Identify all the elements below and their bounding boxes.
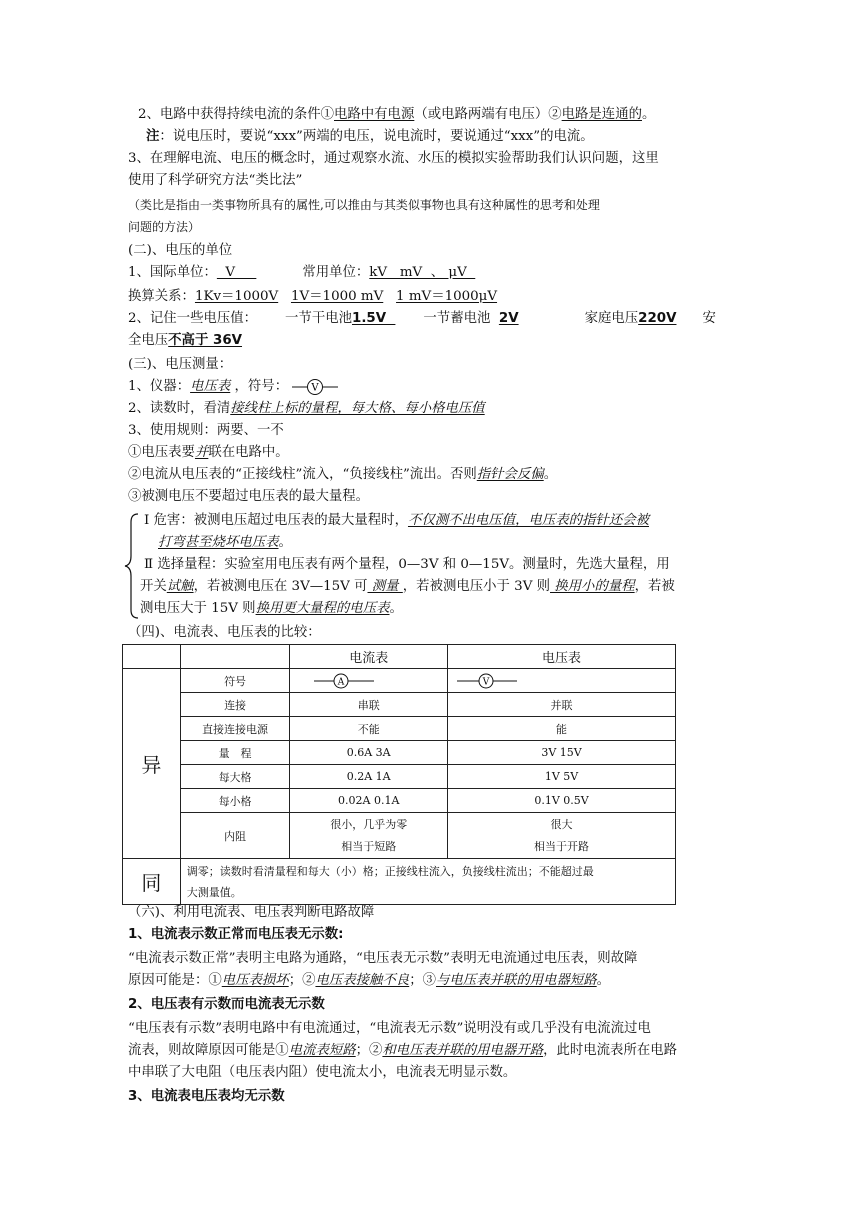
table-row (123, 789, 676, 813)
rules-line: 3、使用规则：两要、一不 (128, 423, 284, 438)
ammeter-symbol-icon (314, 673, 374, 689)
table-row (123, 765, 676, 789)
table-row-key: 直接连接电源 (180, 717, 290, 741)
section-heading-faults: （六)、利用电流表、电压表判断电路故障 (128, 905, 375, 920)
table-header-row (123, 645, 676, 669)
unit-line: 1、国际单位： V 常用单位：kV mV 、 μV (128, 265, 476, 280)
range-line-3: 测电压大于 15V 则换用更大量程的电压表。 (140, 601, 403, 616)
same-label: 同 (123, 859, 181, 905)
table-cell (290, 813, 448, 859)
analogy-line-2: 使用了科学研究方法“类比法” (128, 173, 303, 188)
fault-1-line-2: 原因可能是：①电压表损坏；②电压表接触不良；③与电压表并联的用电器短路。 (128, 973, 611, 988)
fault-2-line-1: “电压表有示数”表明电路中有电流通过，“电流表无示数”说明没有或几乎没有电流流过电 (128, 1021, 651, 1036)
resistance-ammeter-note: 相当于短路 (341, 839, 397, 853)
harm-line-1: Ⅰ 危害：被测电压超过电压表的最大量程时，不仅测不出电压值，电压表的指针还会被 (144, 513, 649, 528)
svg-text:V: V (482, 677, 489, 687)
voltmeter-symbol-icon (292, 378, 338, 396)
same-cell (180, 859, 675, 905)
resistance-voltmeter: 很大 (550, 817, 573, 831)
table-row (123, 669, 676, 693)
table-cell: 3V 15V (448, 741, 676, 765)
section-heading-compare: （四)、电流表、电压表的比较： (128, 625, 321, 640)
table-row-same (123, 859, 676, 905)
analogy-note-1: （类比是指由一类事物所具有的属性,可以推由与其类似事物也具有这种属性的思考和处理 (128, 198, 600, 212)
ammeter-symbol-cell (290, 669, 448, 693)
table-cell: 0.6A 3A (290, 741, 448, 765)
fault-1-title: 1、电流表示数正常而电压表无示数: (128, 927, 344, 942)
section-heading-units: (二)、电压的单位 (128, 243, 233, 258)
note-line: 注：说电压时，要说“xxx”两端的电压，说电流时，要说通过“xxx”的电流。 (146, 129, 594, 144)
voltmeter-symbol-icon (457, 673, 517, 689)
fault-1-line-1: “电流表示数正常”表明主电路为通路，“电压表无示数”表明无电流通过电压表，则故障 (128, 951, 638, 966)
analogy-note-2: 问题的方法） (128, 220, 201, 234)
voltage-values-line: 2、记住一些电压值： 一节干电池1.5V 一节蓄电池 2V 家庭电压220V 安 (128, 311, 716, 326)
table-cell: 1V 5V (448, 765, 676, 789)
table-cell: 并联 (448, 693, 676, 717)
fault-2-line-3: 中串联了大电阻（电压表内阻）使电流太小，电流表无明显示数。 (128, 1065, 517, 1080)
condition-line: 2、电路中获得持续电流的条件①电路中有电源（或电路两端有电压）②电路是连通的。 (138, 107, 656, 122)
table-row-key: 每小格 (180, 789, 290, 813)
table-cell: 0.02A 0.1A (290, 789, 448, 813)
range-line-1: Ⅱ 选择量程：实验室用电压表有两个量程，0—3V 和 0—15V。测量时，先选大量程，用 (144, 557, 670, 572)
table-cell (448, 813, 676, 859)
left-brace-icon (124, 512, 140, 620)
table-row-key: 符号 (180, 669, 290, 693)
harm-line-2: 打弯甚至烧坏电压表。 (158, 535, 292, 550)
table-cell: 不能 (290, 717, 448, 741)
same-text-2: 大测量值。 (186, 885, 242, 899)
instrument-line: 1、仪器：电压表 ，符号： V (128, 376, 338, 398)
fault-2-line-2: 流表，则故障原因可能是①电流表短路；②和电压表并联的用电器开路，此时电流表所在电路 (128, 1043, 678, 1058)
table-row (123, 741, 676, 765)
resistance-ammeter: 很小，几乎为零 (330, 817, 408, 831)
fault-2-title: 2、电压表有示数而电流表无示数 (128, 997, 325, 1012)
resistance-voltmeter-note: 相当于开路 (534, 839, 590, 853)
table-header-voltmeter: 电压表 (448, 645, 676, 669)
comparison-table (122, 644, 676, 905)
table-row-key: 量 程 (180, 741, 290, 765)
table-cell: 能 (448, 717, 676, 741)
svg-text:A: A (337, 677, 344, 687)
table-row (123, 813, 676, 859)
table-cell: 0.2A 1A (290, 765, 448, 789)
section-heading-measure: (三)、电压测量： (128, 357, 233, 372)
table-cell: 0.1V 0.5V (448, 789, 676, 813)
table-row-key: 内阻 (180, 813, 290, 859)
table-cell: 串联 (290, 693, 448, 717)
analogy-line-1: 3、在理解电流、电压的概念时，通过观察水流、水压的模拟实验帮助我们认识问题，这里 (128, 151, 659, 166)
svg-text:V: V (311, 382, 319, 393)
safe-voltage-line: 全电压不高于 36V (128, 333, 243, 348)
table-cell-empty (123, 645, 181, 669)
table-row (123, 693, 676, 717)
rule-2: ②电流从电压表的“正接线柱”流入，“负接线柱”流出。否则指针会反偏。 (128, 467, 558, 482)
voltmeter-symbol-cell (448, 669, 676, 693)
fault-3-title: 3、电流表电压表均无示数 (128, 1089, 285, 1104)
table-cell-empty (180, 645, 290, 669)
diff-label: 异 (123, 669, 181, 859)
range-line-2: 开关试触，若被测电压在 3V—15V 可 测量 ，若被测电压小于 3V 则 换用小的量程，若被 (140, 579, 675, 594)
same-text-1: 调零；读数时看清量程和每大（小）格；正接线柱流入，负接线柱流出；不能超过最 (186, 864, 594, 878)
rule-1: ①电压表要并联在电路中。 (128, 445, 289, 460)
reading-line: 2、读数时，看清接线柱上标的量程，每大格、每小格电压值 (128, 401, 485, 416)
rule-3: ③被测电压不要超过电压表的最大量程。 (128, 489, 370, 504)
table-row-key: 连接 (180, 693, 290, 717)
table-row-key: 每大格 (180, 765, 290, 789)
table-header-ammeter: 电流表 (290, 645, 448, 669)
conversion-line: 换算关系：1Kv＝1000V 1V＝1000 mV 1 mV＝1000μV (128, 289, 498, 304)
table-row (123, 717, 676, 741)
